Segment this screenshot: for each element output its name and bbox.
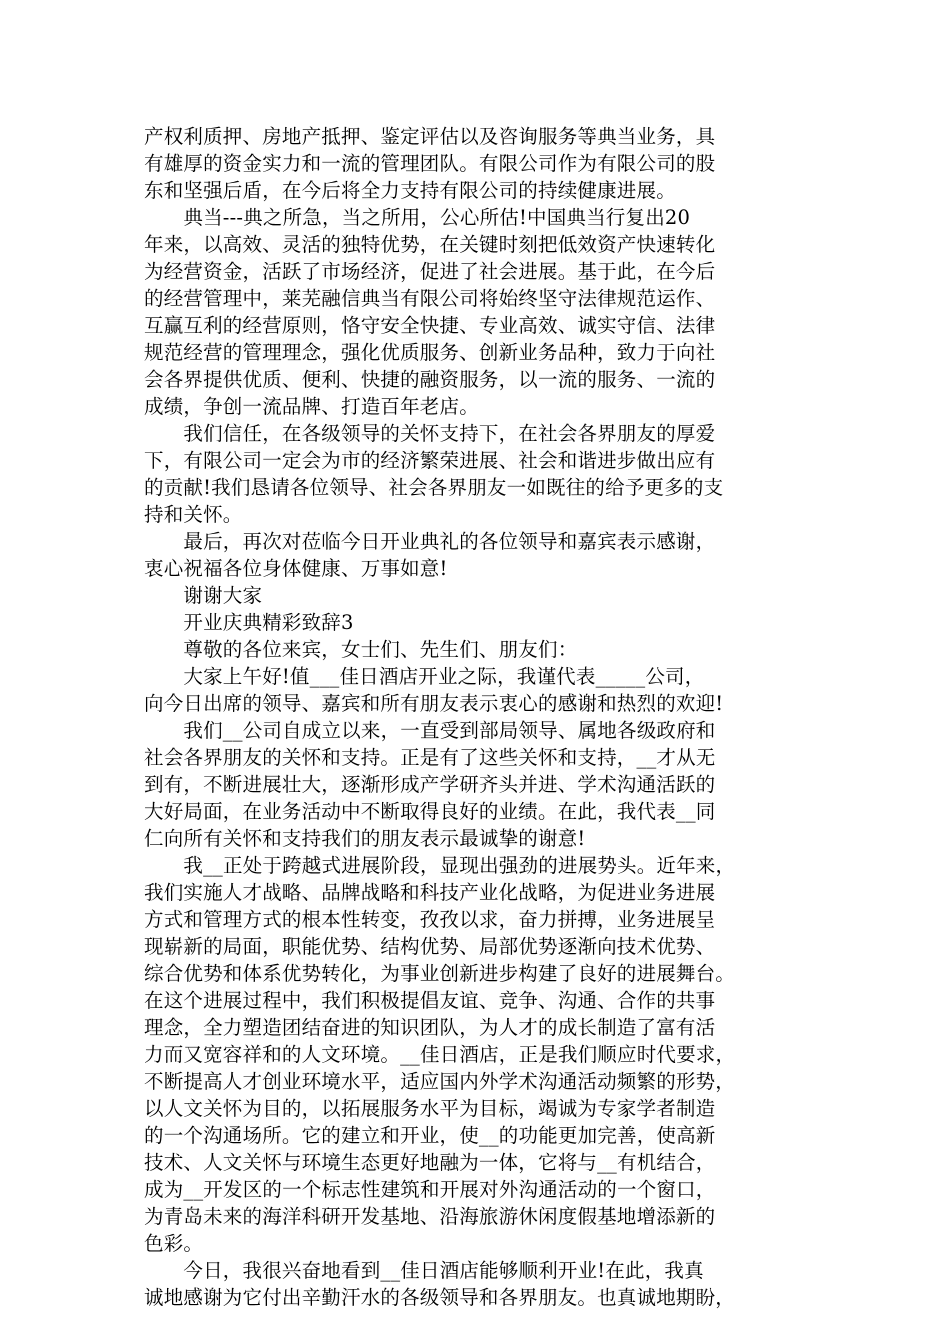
text-line: 向今日出席的领导、嘉宾和所有朋友表示衷心的感谢和热烈的欢迎! (144, 692, 724, 715)
text-line: 我__正处于跨越式进展阶段，显现出强劲的进展势头。近年来， (144, 854, 736, 877)
text-line: 大好局面，在业务活动中不断取得良好的业绩。在此，我代表__同 (144, 800, 716, 823)
text-line: 综合优势和体系优势转化，为事业创新进步构建了良好的进展舞台。 (144, 962, 736, 985)
text-line: 以人文关怀为目的，以拓展服务水平为目标，竭诚为专家学者制造 (144, 1097, 716, 1120)
text-line: 持和关怀。 (144, 503, 243, 526)
text-line: 方式和管理方式的根本性转变，孜孜以求，奋力拼搏，业务进展呈 (144, 908, 716, 931)
text-line: 下，有限公司一定会为市的经济繁荣进展、社会和谐进步做出应有 (144, 449, 716, 472)
text-line: 色彩。 (144, 1232, 204, 1255)
text-line: 规范经营的管理理念，强化优质服务、创新业务品种，致力于向社 (144, 341, 716, 364)
text-line: 到有，不断进展壮大，逐渐形成产学研齐头并进、学术沟通活跃的 (144, 773, 716, 796)
text-line: 会各界提供优质、便利、快捷的融资服务，以一流的服务、一流的 (144, 368, 716, 391)
text-line: 今日，我很兴奋地看到__佳日酒店能够顺利开业!在此，我真 (144, 1259, 704, 1282)
text-line: 衷心祝福各位身体健康、万事如意! (144, 557, 448, 580)
text-line: 成为__开发区的一个标志性建筑和开展对外沟通活动的一个窗口， (144, 1178, 716, 1201)
text-line: 我们信任，在各级领导的关怀支持下，在社会各界朋友的厚爱 (144, 422, 716, 445)
text-line: 年来，以高效、灵活的独特优势，在关键时刻把低效资产快速转化 (144, 233, 716, 256)
text-line: 的经营管理中，莱芜融信典当有限公司将始终坚守法律规范运作、 (144, 287, 716, 310)
text-line: 仁向所有关怀和支持我们的朋友表示最诚挚的谢意! (144, 827, 586, 850)
text-line: 互赢互利的经营原则，恪守安全快捷、专业高效、诚实守信、法律 (144, 314, 716, 337)
text-line: 诚地感谢为它付出辛勤汗水的各级领导和各界朋友。也真诚地期盼， (144, 1286, 736, 1309)
text-line: 典当---典之所急，当之所用，公心所估!中国典当行复出20 (144, 206, 691, 229)
text-line: 为经营资金，活跃了市场经济，促进了社会进展。基于此，在今后 (144, 260, 716, 283)
text-line: 不断提高人才创业环境水平，适应国内外学术沟通活动频繁的形势， (144, 1070, 736, 1093)
text-line: 最后，再次对莅临今日开业典礼的各位领导和嘉宾表示感谢， (144, 530, 716, 553)
text-line: 成绩，争创一流品牌、打造百年老店。 (144, 395, 479, 418)
text-line: 大家上午好!值___佳日酒店开业之际，我谨代表_____公司， (144, 665, 705, 688)
text-line: 在这个进展过程中，我们积极提倡友谊、竞争、沟通、合作的共事 (144, 989, 716, 1012)
text-line: 产权利质押、房地产抵押、鉴定评估以及咨询服务等典当业务，具 (144, 125, 716, 148)
text-line: 开业庆典精彩致辞3 (144, 611, 354, 634)
text-line: 有雄厚的资金实力和一流的管理团队。有限公司作为有限公司的股 (144, 152, 716, 175)
text-line: 社会各界朋友的关怀和支持。正是有了这些关怀和支持，__才从无 (144, 746, 716, 769)
text-line: 为青岛未来的海洋科研开发基地、沿海旅游休闲度假基地增添新的 (144, 1205, 716, 1228)
text-line: 现崭新的局面，职能优势、结构优势、局部优势逐渐向技术优势、 (144, 935, 716, 958)
text-line: 我们实施人才战略、品牌战略和科技产业化战略，为促进业务进展 (144, 881, 716, 904)
text-line: 技术、人文关怀与环境生态更好地融为一体，它将与__有机结合， (144, 1151, 716, 1174)
text-line: 理念，全力塑造团结奋进的知识团队，为人才的成长制造了富有活 (144, 1016, 716, 1039)
text-line: 我们__公司自成立以来，一直受到部局领导、属地各级政府和 (144, 719, 716, 742)
text-line: 尊敬的各位来宾，女士们、先生们、朋友们： (144, 638, 578, 661)
text-line: 东和坚强后盾，在今后将全力支持有限公司的持续健康进展。 (144, 179, 676, 202)
text-line: 的贡献!我们恳请各位领导、社会各界朋友一如既往的给予更多的支 (144, 476, 724, 499)
text-line: 力而又宽容祥和的人文环境。__佳日酒店，正是我们顺应时代要求， (144, 1043, 736, 1066)
text-line: 的一个沟通场所。它的建立和开业，使__的功能更加完善，使高新 (144, 1124, 716, 1147)
text-line: 谢谢大家 (144, 584, 263, 607)
